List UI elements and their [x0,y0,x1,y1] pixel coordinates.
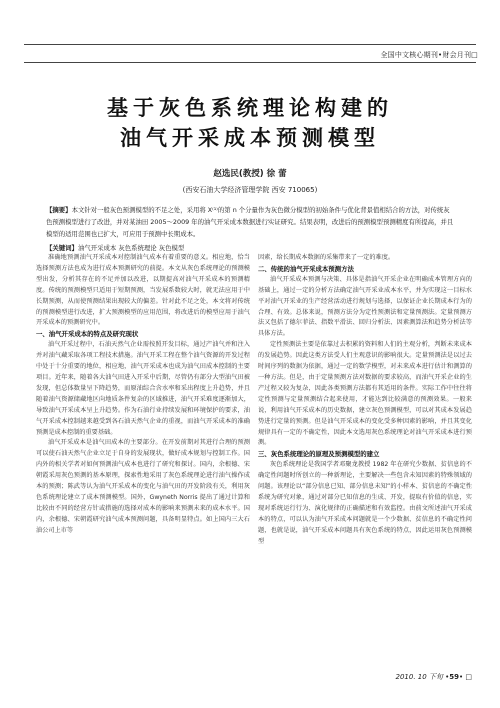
left-column [36,253,250,537]
body-paragraph: 灰色系统理论是我国学者邓聚龙教授 1982 年在研究少数据、贫信息的不确定性问题时所创立的一种新理论，主要解决一些包含未知因素的特殊领域的问题。该理论以“部分信息已知、部分信息未知”的小样本、贫信息的不确定性系统为研究对象，通过对部分已知信息的生成、开发，提取有价值的信息，实现对系统运行行为、演化规律的正确描述和有效监控。由前文所述油气开采成本的特点，可以认为油气开采成本问题就是一个少数据、贫信息的不确定性问题，也就是说，油气开采成本问题具有灰色系统的特点，因此运用灰色预测模型 [258,461,472,545]
body-paragraph: 因素，给长期成本数据的采集带来了一定的难度。 [258,254,395,261]
abstract-text: 本文针对一般灰色预测模型的不足之处，采用将 X⁽¹⁾的第 n 个分量作为灰色微分模型的初始条件与优化背景值相结合的方法，对传统灰色预测模型进行了改进，并对某油田 2005～2009 年的油气开采成本数据进行实证研究。结果表明，改进后的预测模型预测精度有所提高，并且模型的适用范围也已扩大，可应用于预测中长期成本。 [46,206,454,238]
header-rule-top [24,44,476,45]
authors: 赵选民(教授) 徐 蕾 [213,169,287,179]
section-heading: 一、油气开采成本的特点及研究现状 [36,330,139,339]
body-paragraph: 准确地预测油气开采成本对控制油气成本有着重要的意义。相应地，恰当选择预测方法也成为进行成本预测研究的前提。本文从灰色系统理论的预测模型出发，分析其存在的不足并加以改进，以期提高对油气开采成本的预测精度。传统的预测模型只适用于短期预测，当发展系数较大时，就无法应用于中长期预测，从而使预测结果出现较大的偏差。针对此不足之处，本文将对传统的预测模型进行改进，扩大预测模型的应用范围，将改进后的模型应用于油气开采成本的预测研究中。 [36,254,250,327]
title-line-1: 基于灰色系统理论构建的 [107,95,393,120]
abstract-label: 【摘要】 [46,206,72,214]
section-heading: 二、传统的油气开采成本预测方法 [258,264,354,273]
page-footer [396,672,472,682]
issue-date: 2010. 10 下旬 • [395,673,450,681]
keywords-label: 【关键词】 [46,244,78,252]
right-column [258,253,472,547]
affiliation: (西安石油大学经济管理学院 西安 710065) [182,186,318,194]
running-head: 全国中文核心期刊•财会月刊□ [380,51,478,59]
footer-suffix: • □ [459,673,472,681]
title-line-2: 油气开采成本预测模型 [120,125,380,150]
abstract-block [46,204,454,254]
keywords-text: 油气开采成本 灰色系统理论 灰色模型 [77,244,185,252]
body-paragraph: 油气开采成本是油气田成本的主要部分。在开发前期对其进行合理的预测可以使石油天然气企业立足于自身的发展现状，做好成本规划与控制工作。国内外的相关学者对如何预测油气成本也进行了研究和探讨。国内，余根德、宋朝霞采用灰色预测的基本原理，探索性地采用了灰色系统理论进行油气操作成本的预测；陈武等认为油气开采成本的变化与油气田的开发阶段有关，利用灰色系统理论建立了成本预测模型。国外，Gwyneth Norris 提出了通过计算和比较由不同的经营方针或措施的选择对成本的影响来预测未来的成本水平。国内，余根德、宋朝霞研究油气成本预测问题，具备明显特点。如上国内三大石油公司上市等 [36,439,250,534]
body-paragraph: 油气开采过程中，石油天然气企业需按照开发目标，通过产油气并和注入并对油气藏采取各项工程技术措施。油气开采工程在整个油气资源的开发过程中处于十分重要的地位，相应地，油气开采成本也成为油气田成本控制的主要项目。近年来，随着各大油气田进入开采中后期，尽管仍有部分大型油气田被发现，但总体数量呈下降趋势，而原油综合含水率和采出程度上升趋势，并且随着油气资源储藏地区向地质条件复杂的区域推进，油气开采难度逐渐加大，导致油气开采成本呈上升趋势。作为石油行业持续发展和环境保护的要求，油气开采成本控制越来越受到各石油天然气企业的重视，而油气开采成本的准确预测是成本控制的重要基础。 [36,341,250,436]
body-paragraph: 定性预测法主要是依靠过去积累的资料和人们的主观分析，判断未来成本的发展趋势。因此这类方法受人们主观意识的影响很大。定量预测法是以过去时间序列的数据为依据，通过一定的数学模型，对未来成本进行估计和测算的一种方法。但是，由于定量预测方法对数据的要求较高，而油气开采企业的生产过程又较为复杂，因此各类预测方法都有其适用的条件。实际工作中往往将定性预测与定量预测结合起来使用，才能达到比较满意的预测效果。一般来说，利用油气开采成本的历史数据，建立灰色预测模型，可以对其成本发展趋势进行定量的预测。但是油气开采成本的变化受多种因素的影响，并且其变化规律具有一定的不确定性，因此本文选用灰色系统理论对油气开采成本进行预测。 [258,341,472,447]
section-heading: 三、灰色系统理论的原理及预测模型的建立 [258,450,380,459]
page-number: 59 [449,673,460,681]
abstract-paragraph [46,204,454,240]
header-rule-bottom [24,62,476,63]
body-paragraph: 油气开采成本预测与决策、具体是指油气开采企业在明确成本管理方向的基础上，通过一定的分析方法确定油气开采业成本水平，并为实现这一目标水平对油气开采业的生产经营活动进行规划与选择，以保证企业长期成本行为的合理、有效。总体来说，预测方法分为定性预测法和定量预测法。定量预测方法又包括了德尔菲法、指数平滑法、回归分析法、因素测算法和趋势分析法等具体方法。 [258,275,472,338]
